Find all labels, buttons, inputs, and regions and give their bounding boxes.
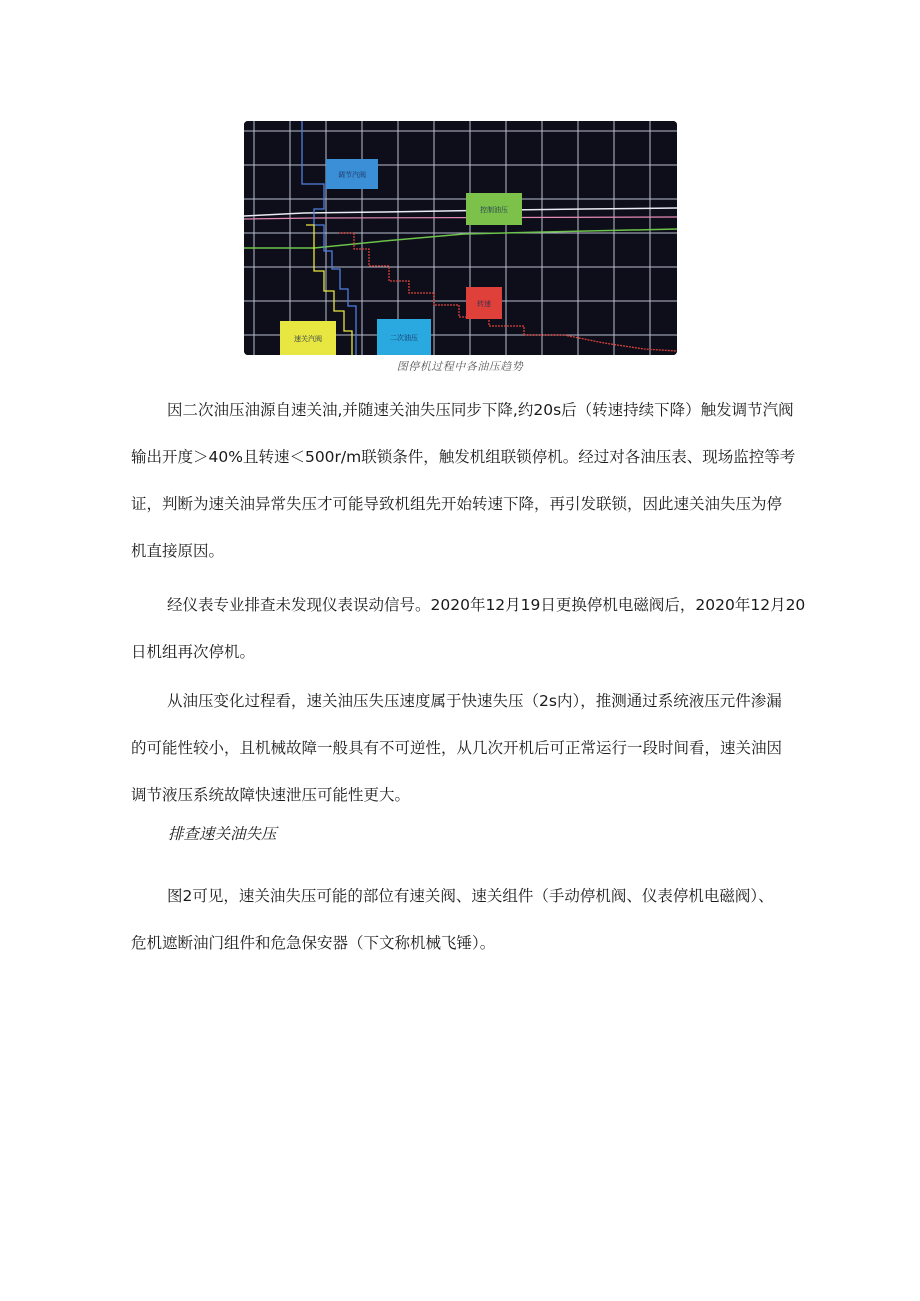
label-erci-text: 二次油压 bbox=[390, 334, 418, 342]
text-line: 证，判断为速关油异常失压才可能导致机组先开始转速下降，再引发联锁，因此速关油失压为停 bbox=[131, 495, 783, 513]
text-line: 经仪表专业排查未发现仪表误动信号。2020年12月19日更换停机电磁阀后，2020年12月20 bbox=[167, 596, 806, 614]
label-tiaojie bbox=[326, 159, 378, 189]
trend-chart bbox=[244, 121, 677, 355]
paragraph-1 bbox=[131, 387, 796, 575]
paragraph-4 bbox=[131, 873, 796, 967]
label-zhuansu-text: 转速 bbox=[477, 300, 491, 308]
label-zhuansu bbox=[466, 287, 502, 319]
oil-pressure-trend-figure bbox=[244, 121, 677, 355]
label-kongzhi bbox=[466, 193, 522, 225]
chart-background bbox=[244, 121, 677, 355]
label-suguanqifa bbox=[280, 321, 336, 355]
label-erci bbox=[377, 319, 431, 355]
label-kongzhi-text: 控制油压 bbox=[480, 206, 508, 214]
section-subheading: 排查速关油失压 bbox=[168, 825, 277, 843]
paragraph-2 bbox=[131, 582, 806, 676]
text-line: 输出开度＞40%且转速＜500r/m联锁条件，触发机组联锁停机。经过对各油压表、现场监控等考 bbox=[131, 448, 796, 466]
text-line: 调节液压系统故障快速泄压可能性更大。 bbox=[131, 786, 411, 804]
label-tiaojie-text: 调节汽阀 bbox=[338, 171, 366, 179]
label-suguanqifa-text: 速关汽阀 bbox=[294, 335, 322, 343]
text-line: 危机遮断油门组件和危急保安器（下文称机械飞锤）。 bbox=[131, 934, 496, 952]
text-line: 因二次油压油源自速关油,并随速关油失压同步下降,约20s后（转速持续下降）触发调节汽阀 bbox=[167, 401, 794, 419]
paragraph-3 bbox=[131, 678, 796, 819]
text-line: 的可能性较小，且机械故障一般具有不可逆性，从几次开机后可正常运行一段时间看，速关油因 bbox=[131, 739, 783, 757]
figure-caption: 图停机过程中各油压趋势 bbox=[396, 360, 524, 373]
text-line: 图2可见，速关油失压可能的部位有速关阀、速关组件（手动停机阀、仪表停机电磁阀）、 bbox=[167, 887, 774, 905]
text-line: 机直接原因。 bbox=[131, 542, 225, 560]
text-line: 从油压变化过程看，速关油压失压速度属于快速失压（2s内），推测通过系统液压元件渗漏 bbox=[167, 692, 782, 710]
text-line: 日机组再次停机。 bbox=[131, 643, 256, 661]
